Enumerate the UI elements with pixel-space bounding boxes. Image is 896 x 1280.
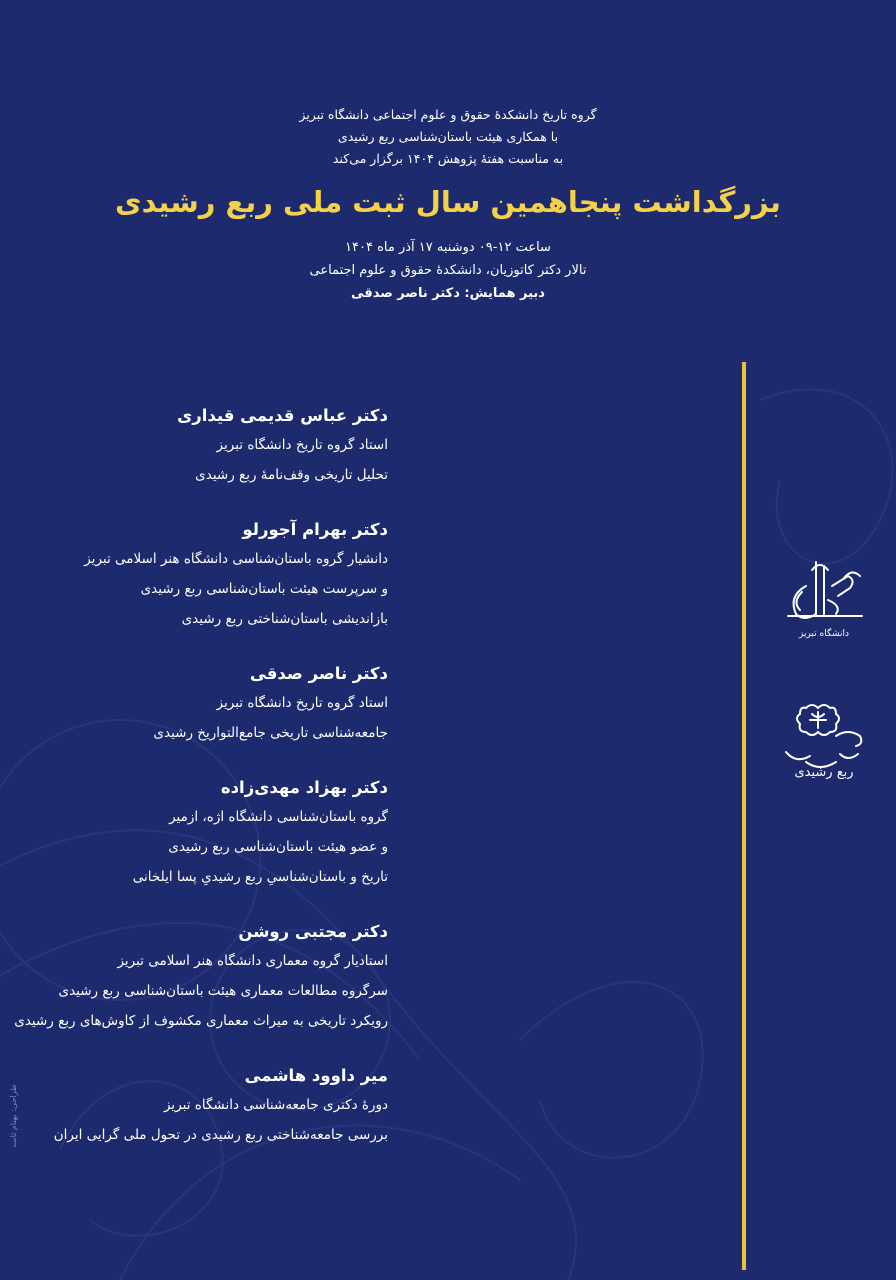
speaker-item — [8, 1062, 388, 1150]
event-info — [0, 236, 896, 305]
speaker-detail: و عضو هیئت باستان‌شناسی ربع رشیدی — [168, 839, 388, 855]
speaker-topic: تاریخ و باستان‌شناسیِ ربع رشیدیِ پسا ایلخانی — [132, 869, 388, 885]
header — [0, 104, 896, 305]
speaker-name: دکتر ناصر صدقی — [249, 664, 388, 683]
speaker-detail: دانشیار گروه باستان‌شناسی دانشگاه هنر اسلامی تبریز — [84, 551, 388, 567]
university-caption: دانشگاه تبریز — [799, 629, 849, 639]
event-venue: تالار دکتر کاتوزیان، دانشکدهٔ حقوق و علوم اجتماعی — [309, 263, 587, 278]
speaker-topic: بازاندیشی باستان‌شناختی ربع رشیدی — [181, 611, 388, 627]
speaker-name: دکتر عباس قدیمی قیداری — [177, 406, 388, 425]
rab-rashidi-logo-icon — [776, 702, 872, 782]
speaker-detail: استاد گروه تاریخ دانشگاه تبریز — [216, 437, 388, 453]
rab-rashidi-logo-text: ربع رشیدی — [794, 765, 854, 780]
speaker-detail: دورهٔ دکتری جامعه‌شناسی دانشگاه تبریز — [163, 1097, 388, 1113]
speaker-detail: گروه باستان‌شناسی دانشگاه اژه، ازمیر — [169, 809, 388, 825]
intro-line: گروه تاریخ دانشکدهٔ حقوق و علوم اجتماعی دانشگاه تبریز — [299, 107, 597, 122]
speaker-detail: استادیار گروه معماری دانشگاه هنر اسلامی تبریز — [117, 953, 388, 969]
intro-line: با همکاری هیئت باستان‌شناسی ربع رشیدی — [337, 129, 559, 144]
speaker-topic: جامعه‌شناسی تاریخی جامع‌التواریخ رشیدی — [153, 725, 388, 741]
speaker-name: دکتر بهزاد مهدی‌زاده — [220, 778, 388, 797]
speaker-item — [8, 774, 388, 892]
speaker-item — [8, 660, 388, 748]
speaker-detail: سرگروه مطالعات معماری هیئت باستان‌شناسی ربع رشیدی — [58, 983, 388, 999]
speakers-list — [8, 402, 388, 1176]
speaker-detail: و سرپرست هیئت باستان‌شناسی ربع رشیدی — [140, 581, 388, 597]
speaker-name: دکتر مجتبی روشن — [238, 922, 388, 941]
event-date-time: ساعت ۱۲-۰۹ دوشنبه ۱۷ آذر ماه ۱۴۰۴ — [345, 240, 551, 255]
event-secretary: دبیر همایش: دکتر ناصر صدقی — [351, 286, 545, 301]
speaker-topic: بررسی جامعه‌شناختی ربع رشیدی در تحول ملی گرایی ایران — [53, 1127, 388, 1143]
gold-divider-line — [742, 362, 746, 1270]
speaker-name: دکتر بهرام آجورلو — [242, 520, 388, 539]
speaker-item — [8, 402, 388, 490]
speaker-item — [8, 918, 388, 1036]
event-title: بزرگداشت پنجاهمین سال ثبت ملی ربع رشیدی — [115, 185, 781, 219]
speaker-item — [8, 516, 388, 634]
university-logo-icon — [778, 556, 870, 648]
speaker-name: میر داوود هاشمی — [244, 1066, 388, 1085]
speaker-topic: رویکرد تاریخی به میراث معماری مکشوف از کاوش‌های ربع رشیدی — [14, 1013, 388, 1029]
speaker-topic: تحلیل تاریخی وقف‌نامهٔ ربع رشیدی — [195, 467, 388, 483]
speaker-detail: استاد گروه تاریخ دانشگاه تبریز — [216, 695, 388, 711]
designer-credit: طراحی: بهنام ثابت — [9, 1084, 18, 1148]
intro-line: به مناسبت هفتهٔ پژوهش ۱۴۰۴ برگزار می‌کند — [332, 151, 564, 166]
